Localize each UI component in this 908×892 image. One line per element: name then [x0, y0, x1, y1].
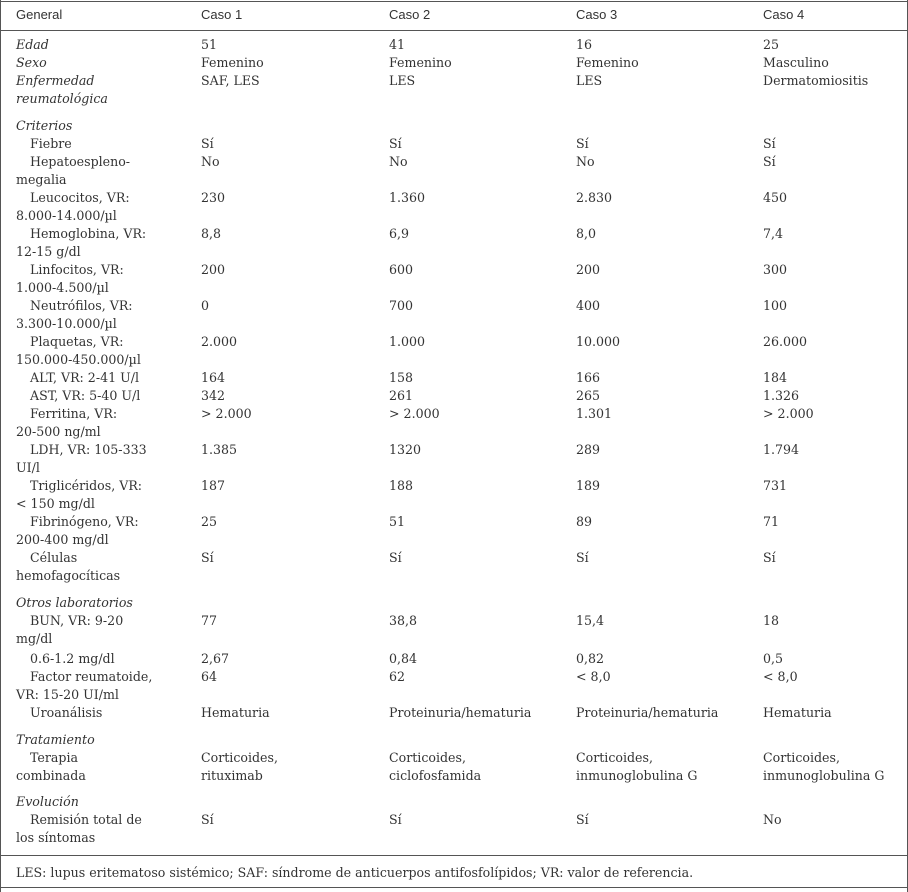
table-cell-caso-2: 600 — [389, 262, 414, 277]
table-cell-caso-4: 18 — [763, 613, 780, 628]
table-cell-caso-4: 26.000 — [763, 334, 808, 349]
table-cell-caso-3: 265 — [576, 388, 601, 403]
row-label — [16, 731, 95, 749]
row-label-line: Hemoglobina, VR: — [30, 226, 147, 241]
table-cell-caso-1: Sí — [201, 550, 214, 565]
table-cell-caso-4: Masculino — [763, 55, 829, 70]
row-label-line: 200-400 mg/dl — [16, 532, 109, 547]
table-cell-caso-4: 731 — [763, 478, 788, 493]
table-cell-caso-3: 289 — [576, 442, 601, 457]
table-cell-caso-2: 0,84 — [389, 651, 418, 666]
row-label — [16, 297, 133, 333]
table-cell-caso-1: Sí — [201, 136, 214, 151]
row-label-line: 12-15 g/dl — [16, 244, 81, 259]
table-cell-caso-3: 10.000 — [576, 334, 621, 349]
table-cell-caso-3: 400 — [576, 298, 601, 313]
row-label-line: 3.300-10.000/µl — [16, 316, 117, 331]
table-cell-caso-1: Sí — [201, 812, 214, 827]
row-label — [16, 749, 86, 785]
table-cell-caso-1: 25 — [201, 514, 218, 529]
row-label-line: Remisión total de — [30, 812, 142, 827]
table-cell-caso-1: 64 — [201, 669, 218, 684]
row-label — [16, 369, 139, 387]
row-label — [16, 405, 117, 441]
table-cell-caso-1: 0 — [201, 298, 210, 313]
row-label — [16, 54, 47, 72]
table-cell-caso-1: 230 — [201, 190, 226, 205]
row-label-line: 1.000-4.500/µl — [16, 280, 109, 295]
row-label-line: Células — [30, 550, 78, 565]
table-cell-caso-4: Dermatomiositis — [763, 73, 869, 88]
column-header-general: General — [16, 7, 63, 22]
row-label-line: LDH, VR: 105-333 — [30, 442, 147, 457]
table-cell-caso-2: No — [389, 154, 408, 169]
table-cell-caso-2: 261 — [389, 388, 414, 403]
row-label-line: Fibrinógeno, VR: — [30, 514, 139, 529]
row-label-line: Linfocitos, VR: — [30, 262, 124, 277]
table-cell-caso-1: 1.385 — [201, 442, 238, 457]
table-cell-caso-2: 158 — [389, 370, 414, 385]
table-cell-caso-4: 7,4 — [763, 226, 784, 241]
row-label-line: < 150 mg/dl — [16, 496, 95, 511]
row-label-line: combinada — [16, 768, 86, 783]
row-label-line: Hepatoespleno- — [30, 154, 131, 169]
row-label-line: VR: 15-20 UI/ml — [16, 687, 119, 702]
table-cell-caso-1: 342 — [201, 388, 226, 403]
table-left-border — [0, 0, 1, 892]
column-header-caso-2: Caso 2 — [389, 7, 431, 22]
table-cell-caso-3: 2.830 — [576, 190, 613, 205]
table-cell-caso-4: Sí — [763, 154, 776, 169]
row-label — [16, 594, 133, 612]
row-label-line: 8.000-14.000/µl — [16, 208, 117, 223]
row-label-line: Leucocitos, VR: — [30, 190, 130, 205]
table-cell-caso-4: 1.794 — [763, 442, 800, 457]
row-label — [16, 261, 124, 297]
row-label — [16, 668, 152, 704]
row-label-line: Terapia — [30, 750, 79, 765]
row-label-line: Evolución — [16, 794, 79, 809]
table-cell-caso-4: > 2.000 — [763, 406, 814, 421]
row-label-line: Fiebre — [30, 136, 72, 151]
table-cell-caso-4: 25 — [763, 37, 780, 52]
row-label — [16, 811, 142, 847]
table-cell-caso-2: 62 — [389, 669, 406, 684]
table-cell-caso-4: 100 — [763, 298, 788, 313]
table-cell-caso-3: 89 — [576, 514, 593, 529]
row-label-line: BUN, VR: 9-20 — [30, 613, 124, 628]
row-label-line: Neutrófilos, VR: — [30, 298, 133, 313]
column-header-caso-1: Caso 1 — [201, 7, 243, 22]
table-cell-caso-4: 184 — [763, 370, 788, 385]
row-label — [16, 36, 49, 54]
row-label-line: Criterios — [16, 118, 73, 133]
row-label-line: Edad — [16, 37, 49, 52]
table-cell-caso-3: 15,4 — [576, 613, 605, 628]
table-cell-caso-4: Corticoides, inmunoglobulina G — [763, 750, 885, 783]
table-cell-caso-2: > 2.000 — [389, 406, 440, 421]
row-label — [16, 387, 140, 405]
table-cell-caso-3: 8,0 — [576, 226, 597, 241]
row-label — [16, 135, 72, 153]
table-cell-caso-1: 8,8 — [201, 226, 222, 241]
table-cell-caso-2: Sí — [389, 812, 402, 827]
table-cell-caso-3: Proteinuria/hematuria — [576, 705, 719, 720]
table-cell-caso-1: 2.000 — [201, 334, 238, 349]
table-cell-caso-3: No — [576, 154, 595, 169]
column-header-caso-3: Caso 3 — [576, 7, 618, 22]
table-cell-caso-3: 16 — [576, 37, 593, 52]
row-label — [16, 333, 141, 369]
row-label-line: megalia — [16, 172, 67, 187]
table-cell-caso-2: 51 — [389, 514, 406, 529]
row-label — [16, 189, 130, 225]
row-label — [16, 612, 123, 648]
table-cell-caso-2: 700 — [389, 298, 414, 313]
table-cell-caso-1: Hematuria — [201, 705, 270, 720]
row-label-line: Factor reumatoide, — [30, 669, 153, 684]
table-cell-caso-3: 0,82 — [576, 651, 605, 666]
table-cell-caso-2: 41 — [389, 37, 406, 52]
row-label-line: 20-500 ng/ml — [16, 424, 101, 439]
table-cell-caso-4: 0,5 — [763, 651, 784, 666]
row-label — [16, 72, 108, 108]
row-label-line: Triglicéridos, VR: — [30, 478, 143, 493]
table-cell-caso-3: 1.301 — [576, 406, 613, 421]
table-cell-caso-3: 189 — [576, 478, 601, 493]
row-label-line: AST, VR: 5-40 U/l — [30, 388, 141, 403]
row-label — [16, 441, 147, 477]
table-cell-caso-4: Hematuria — [763, 705, 832, 720]
row-label-line: UI/l — [16, 460, 40, 475]
table-cell-caso-1: 164 — [201, 370, 226, 385]
table-cell-caso-3: 166 — [576, 370, 601, 385]
row-label — [16, 549, 120, 585]
row-label-line: los síntomas — [16, 830, 96, 845]
row-label — [16, 225, 146, 261]
row-label-line: 0.6-1.2 mg/dl — [30, 651, 115, 666]
row-label-line: Uroanálisis — [30, 705, 103, 720]
row-label-line: Otros laboratorios — [16, 595, 133, 610]
table-cell-caso-2: 1.000 — [389, 334, 426, 349]
table-cell-caso-4: < 8,0 — [763, 669, 798, 684]
table-cell-caso-1: No — [201, 154, 220, 169]
row-label-line: Plaquetas, VR: — [30, 334, 124, 349]
table-cell-caso-3: Femenino — [576, 55, 639, 70]
row-label — [16, 513, 139, 549]
row-label — [16, 793, 79, 811]
column-header-caso-4: Caso 4 — [763, 7, 805, 22]
table-cell-caso-2: 1320 — [389, 442, 422, 457]
table-cell-caso-2: LES — [389, 73, 416, 88]
table-footnote: LES: lupus eritematoso sistémico; SAF: síndrome de anticuerpos antifosfolípidos; VR: valor de referencia. — [16, 865, 694, 880]
table-cell-caso-1: 187 — [201, 478, 226, 493]
row-label — [16, 477, 142, 513]
table-cell-caso-1: 51 — [201, 37, 218, 52]
table-cell-caso-1: Femenino — [201, 55, 264, 70]
table-cell-caso-2: 38,8 — [389, 613, 418, 628]
table-cell-caso-2: Sí — [389, 550, 402, 565]
table-cell-caso-1: 200 — [201, 262, 226, 277]
table-cell-caso-3: LES — [576, 73, 603, 88]
table-cell-caso-1: SAF, LES — [201, 73, 260, 88]
table-cell-caso-4: No — [763, 812, 782, 827]
row-label-line: hemofagocíticas — [16, 568, 121, 583]
row-label — [16, 704, 102, 722]
table-cell-caso-2: Femenino — [389, 55, 452, 70]
table-cell-caso-2: 1.360 — [389, 190, 426, 205]
table-cell-caso-4: Sí — [763, 136, 776, 151]
table-cell-caso-2: 6,9 — [389, 226, 410, 241]
footnote-bottom-border — [0, 887, 908, 888]
row-label-line: mg/dl — [16, 631, 53, 646]
row-label-line: 150.000-450.000/µl — [16, 352, 141, 367]
table-cell-caso-4: 1.326 — [763, 388, 800, 403]
row-label-line: Sexo — [16, 55, 47, 70]
table-cell-caso-3: Corticoides, inmunoglobulina G — [576, 750, 698, 783]
table-cell-caso-2: 188 — [389, 478, 414, 493]
table-cell-caso-4: 300 — [763, 262, 788, 277]
table-cell-caso-3: 200 — [576, 262, 601, 277]
table-cell-caso-3: < 8,0 — [576, 669, 611, 684]
table-cell-caso-3: Sí — [576, 550, 589, 565]
table-cell-caso-2: Corticoides, ciclofosfamida — [389, 750, 482, 783]
table-cell-caso-1: Corticoides, rituximab — [201, 750, 278, 783]
row-label-line: Ferritina, VR: — [30, 406, 118, 421]
table-bottom-border — [0, 855, 908, 856]
row-label — [16, 153, 130, 189]
row-label — [16, 650, 115, 668]
table-cell-caso-4: Sí — [763, 550, 776, 565]
table-cell-caso-1: 77 — [201, 613, 218, 628]
table-cell-caso-4: 71 — [763, 514, 780, 529]
row-label-line: ALT, VR: 2-41 U/l — [30, 370, 139, 385]
row-label-line: Enfermedad — [16, 73, 95, 88]
header-divider — [0, 30, 908, 31]
table-cell-caso-3: Sí — [576, 136, 589, 151]
table-cell-caso-4: 450 — [763, 190, 788, 205]
table-top-border — [0, 1, 908, 2]
table-cell-caso-1: 2,67 — [201, 651, 230, 666]
table-cell-caso-2: Sí — [389, 136, 402, 151]
table-cell-caso-1: > 2.000 — [201, 406, 252, 421]
row-label-line: reumatológica — [16, 91, 108, 106]
row-label — [16, 117, 72, 135]
table-cell-caso-3: Sí — [576, 812, 589, 827]
row-label-line: Tratamiento — [16, 732, 95, 747]
table-cell-caso-2: Proteinuria/hematuria — [389, 705, 532, 720]
